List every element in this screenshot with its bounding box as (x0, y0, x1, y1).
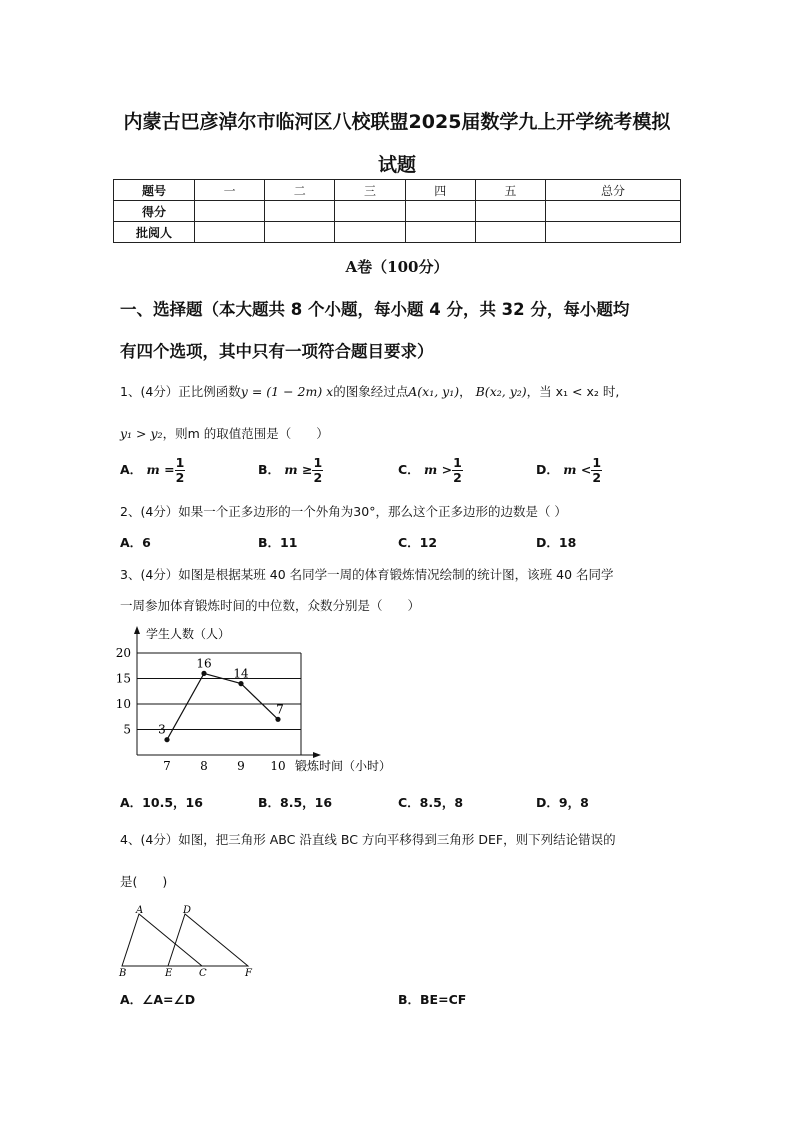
q1-condition: ，当 x₁ < x₂ 时, (526, 384, 620, 399)
chart-data-label: 16 (196, 656, 212, 671)
chart-x-tick-label: 7 (163, 759, 171, 773)
q1-option-a[interactable] (120, 456, 185, 485)
score-cell[interactable] (195, 201, 265, 222)
q1-option-c[interactable] (398, 456, 463, 485)
score-cell[interactable] (195, 222, 265, 243)
q2-option-d[interactable]: D．18 (536, 535, 577, 550)
vertex-label-d: D (183, 905, 192, 916)
q2-option-b[interactable]: B．11 (258, 535, 298, 550)
q3-option-c[interactable]: C．8.5，8 (398, 795, 464, 810)
doc-title-line2: 试题 (377, 154, 416, 176)
vertex-label-a: A (136, 905, 144, 916)
doc-title-line1: 内蒙古巴彦淖尔市临河区八校联盟2025届数学九上开学统考模拟 (123, 111, 671, 133)
score-table-header: 五 (475, 180, 545, 201)
q3-line-chart (115, 620, 415, 780)
score-table-header: 三 (335, 180, 405, 201)
option-label: A． (120, 462, 143, 477)
q1-function: y = (1 − 2m) x (240, 384, 334, 399)
q1-point-a: A(x₁, y₁) (408, 384, 460, 399)
q4-option-a[interactable]: A．∠A=∠D (120, 992, 196, 1007)
q4-line1: 4、(4分）如图，把三角形 ABC 沿直线 BC 方向平移得到三角形 DEF，则下列结论错误的 (120, 832, 616, 847)
section1-heading-line1: 一、选择题（本大题共 8 个小题，每小题 4 分，共 32 分，每小题均 (120, 300, 630, 319)
q2-text: 2、(4分）如果一个正多边形的一个外角为30°，那么这个正多边形的边数是（ ） (120, 504, 567, 519)
chart-x-tick-label: 8 (200, 759, 208, 773)
option-label: D． (536, 462, 559, 477)
score-cell[interactable] (265, 222, 335, 243)
q1-line2-cond: y₁ > y₂ (120, 426, 163, 441)
q3-line2: 一周参加体育锻炼时间的中位数，众数分别是（ ） (120, 598, 421, 613)
score-cell[interactable] (405, 222, 475, 243)
q1-option-b[interactable] (258, 456, 323, 485)
vertex-label-f: F (245, 968, 252, 979)
q4-translation-figure (112, 904, 262, 979)
score-row-label: 批阅人 (114, 222, 195, 243)
chart-xlabel: 锻炼时间（小时） (295, 759, 392, 773)
score-table-row (114, 201, 681, 222)
chart-data-label: 7 (276, 702, 284, 717)
section1-heading-line2: 有四个选项，其中只有一项符合题目要求） (120, 342, 434, 361)
q3-option-a[interactable]: A．10.5，16 (120, 795, 203, 810)
chart-x-arrow (313, 752, 321, 758)
frac-den: 2 (592, 470, 602, 485)
score-cell[interactable] (335, 201, 405, 222)
chart-y-tick-label: 5 (123, 722, 131, 737)
score-table-row (114, 222, 681, 243)
score-cell[interactable] (335, 222, 405, 243)
score-cell[interactable] (475, 222, 545, 243)
chart-data-label: 14 (233, 666, 249, 681)
q1-option-d[interactable] (536, 456, 602, 485)
q1-line1: 1、(4分）正比例函数y = (1 − 2m) x的图象经过点A(x₁, y₁)， B(x₂, y₂)，当 x₁ < x₂ 时, (120, 384, 620, 399)
option-label: C． (398, 462, 420, 477)
q1-line2 (120, 424, 680, 442)
frac-num: 1 (175, 455, 185, 470)
q4-line2: 是( ) (120, 874, 168, 889)
chart-y-arrow (134, 626, 140, 634)
q3-option-b[interactable]: B．8.5，16 (258, 795, 333, 810)
q2-option-a[interactable]: A．6 (120, 535, 151, 550)
q1-line2-text: ，则m 的取值范围是（ ） (162, 426, 329, 441)
option-label: B． (258, 462, 281, 477)
chart-y-tick-label: 15 (115, 671, 131, 686)
chart-y-tick-label: 10 (115, 697, 131, 711)
option-expr: m = (146, 462, 175, 477)
chart-x-tick-label: 10 (270, 759, 286, 773)
option-expr: m > (424, 462, 453, 477)
score-table (113, 179, 681, 243)
score-table-header: 四 (405, 180, 475, 201)
q3-line1: 3、(4分）如图是根据某班 40 名同学一周的体育锻炼情况绘制的统计图，该班 40 名同学 (120, 567, 614, 582)
frac-den: 2 (453, 470, 462, 485)
score-table-header: 一 (195, 180, 265, 201)
chart-y-tick-label: 20 (115, 646, 131, 660)
q2-option-c[interactable]: C．12 (398, 535, 438, 550)
q4-option-b[interactable]: B．BE=CF (398, 992, 467, 1007)
score-row-label: 得分 (114, 201, 195, 222)
vertex-label-e: E (165, 968, 173, 979)
q1-prefix: 1、(4分）正比例函数 (120, 384, 241, 399)
frac-den: 2 (175, 470, 185, 485)
score-cell[interactable] (265, 201, 335, 222)
vertex-label-c: C (199, 968, 207, 979)
score-table-header: 二 (265, 180, 335, 201)
section-a-heading: A卷（100分） (345, 258, 449, 276)
option-expr: m ≥ (284, 462, 313, 477)
score-cell[interactable] (546, 222, 681, 243)
vertex-label-b: B (119, 968, 127, 979)
chart-data-point (201, 671, 206, 676)
q1-point-b: B(x₂, y₂) (475, 384, 527, 399)
frac-num: 1 (592, 455, 602, 470)
chart-data-label: 3 (158, 722, 166, 737)
q3-option-d[interactable]: D．9，8 (536, 795, 589, 810)
score-cell[interactable] (546, 201, 681, 222)
chart-data-point (238, 681, 243, 686)
frac-den: 2 (313, 470, 323, 485)
score-table-header: 题号 (114, 180, 195, 201)
option-expr: m < (563, 462, 592, 477)
q1-mid: 的图象经过点 (333, 384, 409, 399)
score-table-header-row (114, 180, 681, 201)
chart-data-point (275, 717, 280, 722)
score-table-header: 总分 (546, 180, 681, 201)
chart-x-tick-label: 9 (237, 759, 245, 773)
triangle-abc (122, 914, 202, 966)
frac-num: 1 (453, 455, 462, 470)
score-cell[interactable] (475, 201, 545, 222)
chart-data-point (164, 737, 169, 742)
frac-num: 1 (313, 455, 323, 470)
triangle-def (168, 914, 248, 966)
score-cell[interactable] (405, 201, 475, 222)
chart-ylabel: 学生人数（人） (146, 627, 231, 641)
